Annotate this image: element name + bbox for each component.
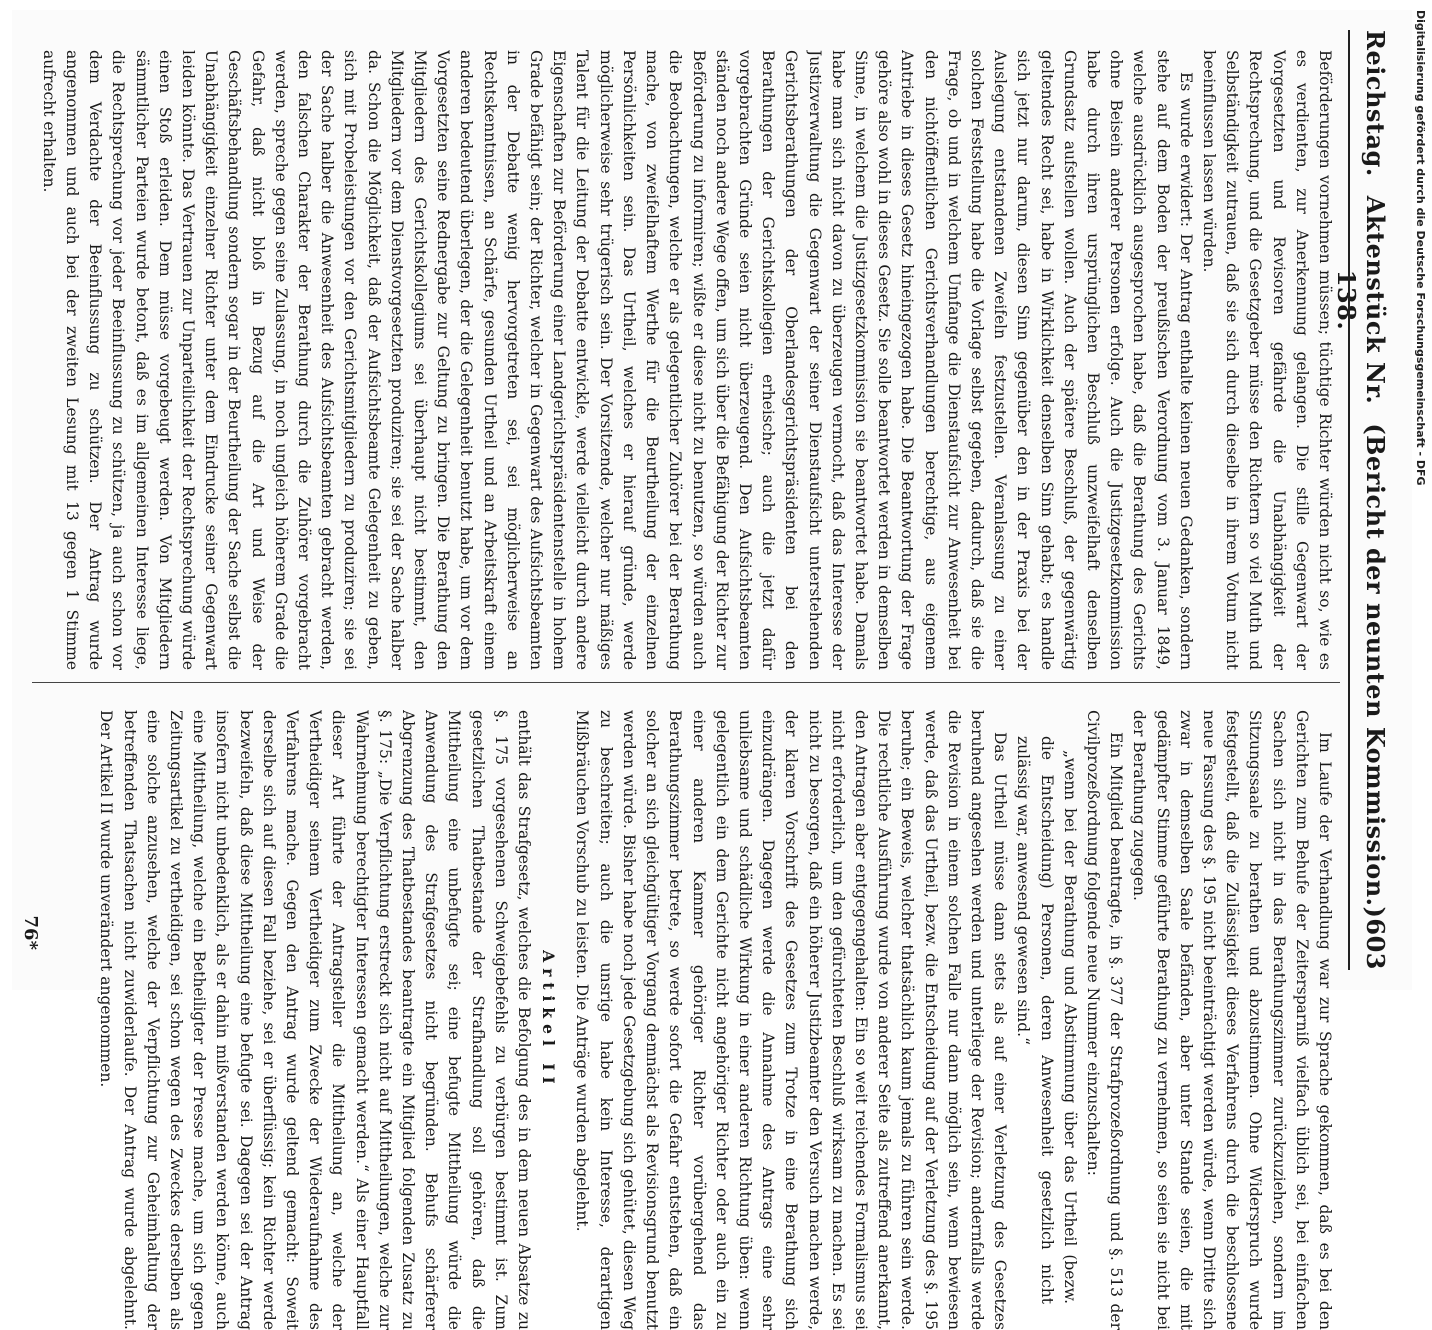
right-paragraph: enthält das Strafgesetz, welches die Befolgung des in dem neuen Absatze zu §. 175 vorgesehenen Schweigebefehls zu verbürgen bestimmt ist. Zum gesetzlichen Thatbestande der Strafhandlung soll gehören, daß die Mittheilung eine unbefugte sei; eine befugte Mittheilung würde die Anwendung des Strafgesetzes nicht begründen. Behufs schärferer Abgrenzung des Thatbestandes beantragte ein Mitglied folgenden Zusatz zu §. 175: „Die Verpflichtung erstreckt sich nicht auf Mittheilungen, welche zur Wahrnehmung berechtigter Interessen gemacht werden.“ Als einer Hauptfall dieser Art führte der Antragsteller die Mittheilung an, welche der Vertheidiger seinem Vertheidiger zum Zwecke der Wiederaufnahme des Verfahrens mache. Gegen den Antrag wurde geltend gemacht: Soweit derselbe sich auf diesen Fall beziehe, sei er überflüssig; kein Richter werde bezweifeln, daß diese Mittheilung eine befugte sei. Dagegen sei der Antrag insofern nicht unbedenklich, als er dahin mißverstanden werden könne, auch eine Mittheilung, welche ein Betheiligter der Presse mache, um sich gegen Zeitungsartikel zu vertheidigen, sei schon wegen des Zweckes derselben als eine solche anzusehen, welche der Verpflichtung zur Geheimhaltung der betreffenden Thatsachen nicht zuwiderlaufe. Der Antrag wurde abgelehnt. Der Artikel II wurde unverändert angenommen. — [97, 710, 534, 1330]
page-number: 603 — [1361, 918, 1390, 970]
right-paragraph: Ein Mitglied beantragte, in §. 377 der Strafprozeßordnung und §. 513 der Civilprozeßordnung folgende neue Nummer einzuschalten: — [1083, 710, 1126, 1330]
article-heading: Artikel II — [539, 950, 559, 1090]
right-column — [32, 710, 1336, 1330]
running-head — [1332, 30, 1390, 970]
digitization-note-text: Digitalisierung gefördert durch die Deutsche Forschungsgemeinschaft - DFG — [1414, 10, 1427, 486]
document-page — [12, 10, 1412, 1330]
header-right-title: (Bericht der neunten Kommission.) — [1361, 423, 1390, 919]
proposal-quote: „wenn bei der Berathung und Abstimmung über das Urtheil (bezw. die Entscheidung) Personen, deren Anwesenheit gesetzlich nicht zulässig war, anwesend gewesen sind.“ — [1014, 736, 1079, 1304]
header-rule — [1348, 30, 1350, 970]
left-paragraph: Beförderungen vornehmen müssen; tüchtige Richter würden nicht so, wie es es verdienten, zur Anerkennung gelangen. Die stille Gegenwart der Vorgesetzten und Revisoren gefährde die Unabhängigkeit der Rechtsprechung, und die Gesetzgeber müsse den Richtern so viel Muth und Selbständigkeit zutrauen, daß sie sich durch dieselbe in ihrem Votum nicht beeinflussen lassen würden. — [1199, 50, 1334, 670]
signature-mark: 76* — [20, 915, 41, 950]
right-paragraph: Das Urtheil müsse dann stets als auf einer Verletzung des Gesetzes beruhend angesehen werden und unterliege der Revision; andernfalls werde die Revision in einem solchen Falle nur dann möglich sein, wenn bewiesen werde, daß das Urtheil, bezw. die Entscheidung auf der Verletzung des §. 195 beruhe; ein Beweis, welcher thatsächlich kaum jemals zu führen sein werde. Die rechtliche Ausführung wurde von anderer Seite als zutreffend anerkannt, den Antragen aber entgegengehalten: Ein so weit reichendes Formalismus sei nicht erforderlich, um den gefürchteten Beschluß wirksam zu machen. Es sei nicht zu besorgen, daß ein höherer Justizbeamter den Versuch machen werde, der klaren Vorschrift des Gesetzes zum Trotze in eine Berathung sich einzudrängen. Dagegen werde die Annahme des Antrags eine sehr unliebsame und schädliche Wirkung in einer anderen Richtung üben: wenn gelegentlich ein dem Gerichte nicht angehöriger Richter oder auch ein zu einer anderen Kammer gehöriger Richter vorübergehend das Berathungszimmer betrete, so werde sofort die Gefahr entstehen, daß ein solcher an sich gleichgültiger Vorgang demnächst als Revisionsgrund benutzt werden würde. Bisher habe noch jede Gesetzgebung sich gehütet, diesen Weg zu beschreiten; auch die unsrige habe kein Interesse, derartigen Mißbräuchen Vorschub zu leisten. Die Anträge wurden abgelehnt. — [573, 710, 1010, 1330]
header-center: Aktenstück Nr. 138. — [1332, 195, 1390, 405]
left-paragraph: Es wurde erwidert: Der Antrag enthalte keinen neuen Gedanken, sondern stehe auf dem Boden der preußischen Verordnung vom 3. Januar 1849, welche ausdrücklich ausgesprochen habe, daß die Berathung des Gerichts ohne Beisein anderer Personen erfolge. Auch die Justizgesetzkommission habe durch ihren ursprünglichen Beschluß unzweifelhaft denselben Grundsatz aufstellen wollen. Auch der spätere Beschluß, der gegenwärtig geltendes Recht sei, habe in Wirklichkeit denselben Sinn gehabt; es handle sich jetzt nur darum, diesen Sinn gegenüber den in der Praxis bei der Auslegung entstandenen Zweifeln festzustellen. Veranlassung zu einer solchen Feststellung habe die Vorlage selbst gegeben, dadurch, daß sie die Frage, ob und in welchem Umfange die Dienstaufsicht zur Anwesenheit bei den nichtöffentlichen Gerichtsverhandlungen berechtige, aus eigenem Antriebe in dieses Gesetz hineingezogen habe. Die Beantwortung der Frage gehöre also wohl in dieses Gesetz. Sie solle beantwortet werden in demselben Sinne, in welchem die Justizgesetzkommission sie beantwortet habe. Damals habe man sich nicht davon zu überzeugen vermocht, daß das Interesse der Justizverwaltung die Gegenwart der seiner Dienstaufsicht unterstehenden Gerichtsberathungen der Oberlandesgerichtspräsidenten bei den Berathungen der Gerichtskollegien erheische; auch die jetzt dafür vorgebrachten Gründe seien nicht überzeugend. Den Aufsichtsbeamten ständen noch andere Wege offen, um sich über die Befähigung der Richter zur Beförderung zu informiren; wißte er diese nicht zu benutzen, so würden auch die Beobachtungen, welche er als gelegentlicher Zuhörer bei der Berathung mache, von zweifelhaftem Werthe für die Beurtheilung der einzelnen Persönlichkeiten sein. Das Urtheil, welches er hierauf gründe, werde möglicherweise sehr trügerisch sein. Der Vorsitzende, welcher nur mäßiges Talent für die Leitung der Debatte entwickle, werde vielleicht durch andere Eigenschaften zur Beförderung einer Landgerichtspräsidentenstelle in hohem Grade befähigt sein; der Richter, welcher in Gegenwart des Aufsichtsbeamten in der Debatte wenig hervorgetreten sei, sei möglicherweise an Rechtskenntnissen, an Schärfe, gesunden Urtheil und an Arbeitskraft einem anderen bedeutend überlegen, der die Gelegenheit benutzt habe, um vor dem Vorgesetzten seine Rednergabe zur Geltung zu bringen. Die Berathung den Mitgliedern des Gerichtskollegiums sei überhaupt nicht bestimmt, den Mitgliedern vor dem Dienstvorgesetzten produziren; sie sei der Sache halber da. Schon die Möglichkeit, daß der Aufsichtsbeamte Gelegenheit zu geben, sich mit Probeleistungen vor den Gerichtsmitgliedern zu produziren; sie sei der Sache halber die Anwesenheit des Aufsichtsbeamten gebracht werden, den falschen Charakter der Berathung durch die Zuhörer vorgebracht werden, spreche gegen seine Zulassung, in noch ungleich höherem Grade die Gefahr, daß nicht bloß in Bezug auf die Art und Weise der Geschäftsbehandlung sondern sogar in der Beurtheilung der Sache selbst die Unabhängigkeit einzelner Richter unter dem Eindrucke seiner Gegenwart leiden könnte. Das Vertrauen zur Unparteilichkeit der Rechtsprechung würde einen Stoß erleiden. Dem müsse vorgebeugt werden. Von Mitgliedern sämmtlicher Parteien wurde betont, daß es im allgemeinen Interesse liege, die Rechtsprechung vor jeder Beeinflussung zu schützen, ja auch schon vor dem Verdachte der Beeinflussung zu schützen. Der Antrag wurde angenommen und auch bei der zweiten Lesung mit 13 gegen 1 Stimme aufrecht erhalten. — [39, 50, 1195, 670]
digitization-note — [1412, 0, 1430, 1000]
column-divider — [32, 682, 1340, 683]
left-column — [32, 50, 1336, 670]
right-paragraph: Im Laufe der Verhandlung war zur Sprache gekommen, daß es bei den Gerichten zum Behufe der Zeitersparniß vielfach üblich sei, bei einfachen Sachen sich nicht in das Berathungszimmer zurückzuziehen, sondern im Sitzungssaale zu berathen und abzustimmen. Ohne Widerspruch wurde festgestellt, daß die Zulässigkeit dieses Verfahrens durch die beschlossene neue Fassung des §. 195 nicht beeinträchtigt werden würde, wenn Dritte sich zwar in demselben Saale befänden, aber unter Stande seien, die mit gedämpfter Stimme geführte Berathung zu vernehmen, so seien sie nicht bei der Berathung zugegen. — [1130, 710, 1334, 1330]
header-left: Reichstag. — [1361, 30, 1390, 177]
